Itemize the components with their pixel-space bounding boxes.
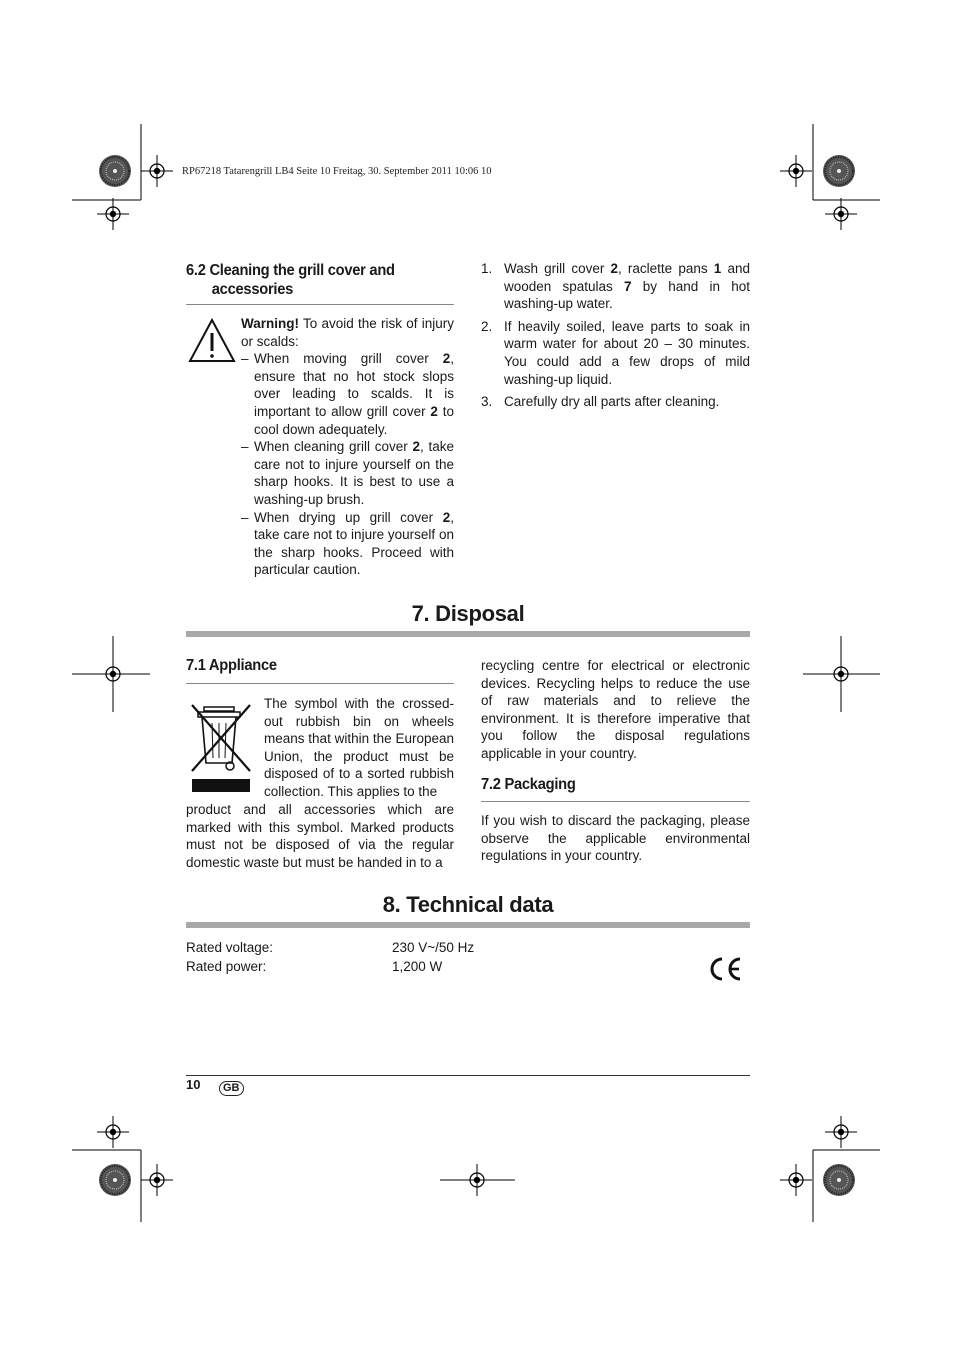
spec-table [186,938,586,976]
section-8-bar [186,922,750,928]
section-7-title: 7. Disposal [411,601,525,626]
appliance-text-col2: recycling centre for electrical or electronic devices. Recycling helps to reduce the use of raw materials and to relieve the environment. It is therefore imperative that you follow the disposal regulations applicable in your country. [481,658,750,761]
section-7-2-title: 7.2 Packaging [481,776,576,793]
spec-label: Rated voltage: [186,940,274,955]
table-row [186,957,586,976]
warning-bullet: – When drying up grill cover 2, take care not to injure yourself on the sharp hooks. Proceed with particular caution. [241,509,454,579]
spec-label: Rated power: [186,959,267,974]
section-6-2-title: 6.2 Cleaning the grill cover and accessories [186,262,395,298]
spec-value: 1,200 W [392,959,443,974]
ce-mark-icon [707,956,743,982]
section-6-2-rule [186,304,454,305]
table-row [186,938,586,957]
spec-value: 230 V~/50 Hz [392,940,475,955]
warning-block [241,315,454,579]
country-badge: GB [219,1078,244,1096]
section-7-bar [186,631,750,637]
packaging-text: If you wish to discard the packaging, please observe the applicable environmental regulations in your country. [481,813,750,864]
print-info-line: RP67218 Tatarengrill LB4 Seite 10 Freitag, 30. September 2011 10:06 10 [182,166,492,177]
warning-bullet: – When moving grill cover 2, ensure that no hot stock slops over leading to scalds. It is important to allow grill cover 2 to cool down adequately. [241,350,454,438]
warning-intro: Warning! To avoid the risk of injury or scalds: [241,316,454,349]
list-item: 3. Carefully dry all parts after cleaning. [481,394,720,410]
warning-label: Warning! [241,316,299,331]
warning-bullet: – When cleaning grill cover 2, take care not to injure yourself on the sharp hooks. It is best to use a washing-up brush. [241,438,454,508]
warning-triangle-icon [188,318,236,364]
appliance-text-wrap: The symbol with the crossed-out rubbish bin on wheels means that within the European Union, the product must be disposed of to a sorted rubbish collection. This applies to the [264,696,454,799]
section-7-2-rule [481,801,750,802]
footer-rule [186,1075,750,1076]
page-number: 10 [186,1077,201,1092]
section-8-title: 8. Technical data [382,892,554,917]
list-item: 1. Wash grill cover 2, raclette pans 1 and wooden spatulas 7 by hand in hot washing-up water. [481,261,750,312]
section-7-1-title: 7.1 Appliance [186,657,277,674]
appliance-text-full: product and all accessories which are marked with this symbol. Marked products must not be disposed of via the regular domestic waste but must be handed in to a [186,802,454,870]
crossed-out-bin-icon [190,703,252,795]
list-item: 2. If heavily soiled, leave parts to soak in warm water for about 20 – 30 minutes. You could add a few drops of mild washing-up liquid. [481,318,750,387]
section-7-1-rule [186,683,454,684]
cleaning-steps [481,260,750,416]
